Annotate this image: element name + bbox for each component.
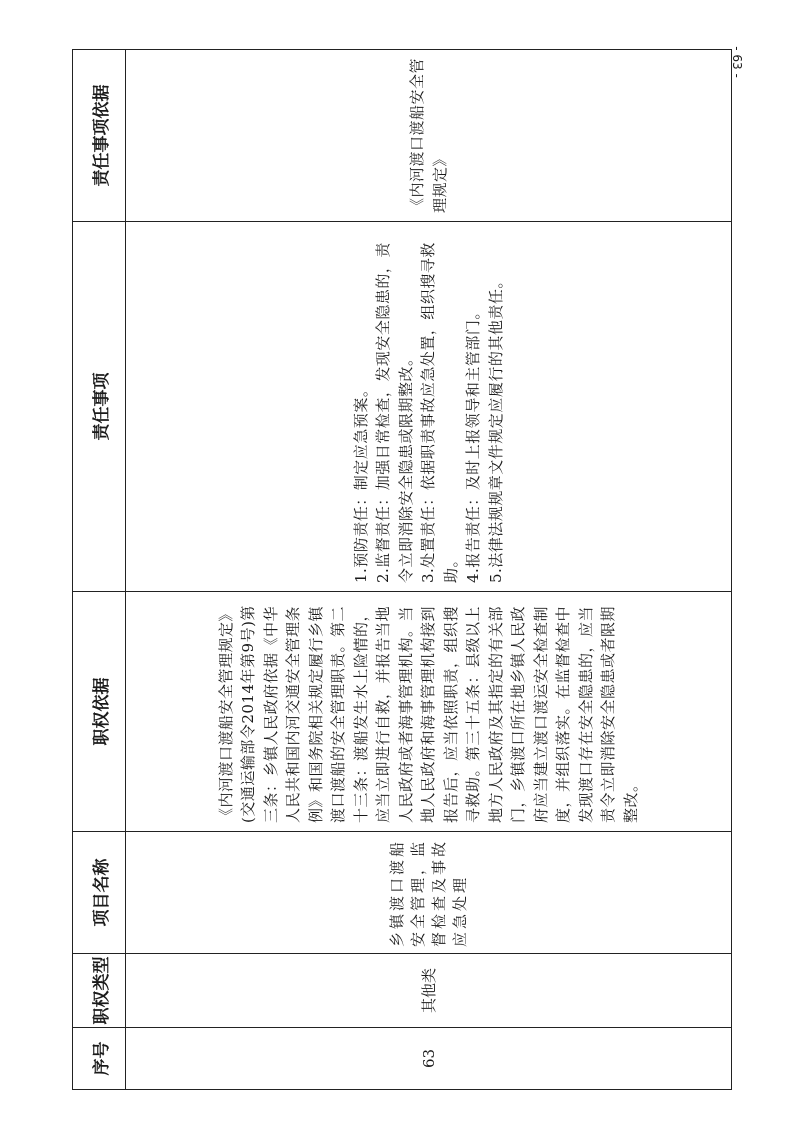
table-row xyxy=(126,50,732,1090)
cell-duty-basis: 《内河渡口渡船安全管理规定》 xyxy=(126,50,732,222)
cell-power-basis: 《内河渡口渡船安全管理规定》(交通运输部令2014年第9号)第三条：乡镇人民政府依据《中华人民共和国内河交通安全管理条例》和国务院相关规定履行乡镇渡口渡船的安全管理职责。第二十三条：渡船发生水上险情的，应当立即进行自救，并报告当地人民政府或者海事管理机构。当地人民政府和海事管理机构接到报告后，应当依照职责，组织搜寻救助。第三十五条：县级以上地方人民政府及其指定的有关部门，乡镇渡口所在地乡镇人民政府应当建立渡口渡运安全检查制度，并组织落实。在监督检查中发现渡口存在安全隐患的，应当责令立即消除安全隐患或者限期整改。 xyxy=(126,592,732,832)
header-name: 项目名称 xyxy=(73,832,126,954)
header-duty: 责任事项 xyxy=(73,222,126,592)
cell-seq: 63 xyxy=(126,1028,732,1090)
duty-item: 4.报告责任：及时上报领导和主管部门。 xyxy=(464,304,483,583)
header-seq: 序号 xyxy=(73,1028,126,1090)
header-basis: 职权依据 xyxy=(73,592,126,832)
responsibility-table xyxy=(72,49,732,1090)
page-number: - 63 - xyxy=(730,46,745,78)
cell-project-name: 乡镇渡口渡船安全管理，监督检查及事故应急处理 xyxy=(126,832,732,954)
cell-duties xyxy=(126,222,732,592)
header-duty-basis: 责任事项依据 xyxy=(73,50,126,222)
responsibility-table-sheet xyxy=(72,50,732,1090)
header-type: 职权类型 xyxy=(73,954,126,1028)
duty-item: 3.处置责任：依据职责事故应急处置，组织搜寻救助。 xyxy=(419,242,460,583)
duty-item: 5.法律法规规章文件规定应履行的其他责任。 xyxy=(486,273,505,583)
cell-type: 其他类 xyxy=(126,954,732,1028)
table-header-row xyxy=(73,50,126,1090)
duty-item: 2.监督责任：加强日常检查，发现安全隐患的，责令立即消除安全隐患或限期整改。 xyxy=(374,242,415,583)
duty-item: 1.预防责任：制定应急预案。 xyxy=(351,381,370,583)
